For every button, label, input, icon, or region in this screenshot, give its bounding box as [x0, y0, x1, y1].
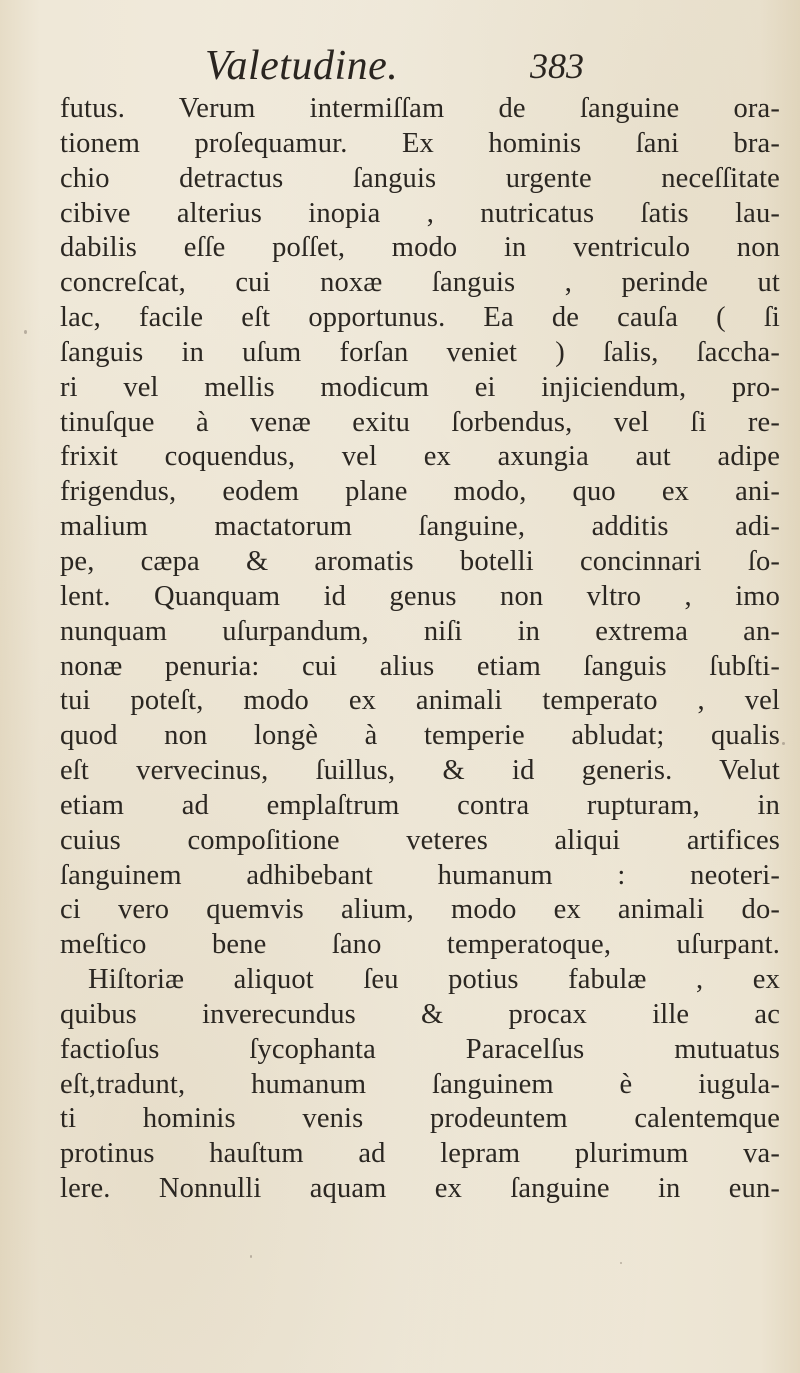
text-line: pe, cæpa & aromatis botelli concinnari ſo-: [60, 545, 780, 577]
text-line: frigendus, eodem plane modo, quo ex ani-: [60, 476, 780, 508]
body-text: [60, 92, 780, 1207]
text-line: tinuſque à venæ exitu ſorbendus, vel ſi re-: [60, 406, 780, 438]
text-line: malium mactatorum ſanguine, additis adi-: [60, 511, 780, 543]
text-line: eſt,tradunt, humanum ſanguinem è iugula-: [60, 1068, 780, 1100]
text-line: ti hominis venis prodeuntem calentemque: [60, 1103, 780, 1135]
paragraph-start-line: Hiſtoriæ aliquot ſeu potius fabulæ , ex: [88, 964, 780, 996]
text-line: frixit coquendus, vel ex axungia aut adipe: [60, 441, 780, 473]
text-line: lent. Quanquam id genus non vltro , imo: [60, 580, 780, 612]
text-line: lere. Nonnulli aquam ex ſanguine in eun-: [60, 1173, 780, 1205]
text-line: dabilis eſſe poſſet, modo in ventriculo non: [60, 232, 780, 264]
text-line: nonæ penuria: cui alius etiam ſanguis ſubſti-: [60, 650, 780, 682]
text-line: ri vel mellis modicum ei injiciendum, pro-: [60, 371, 780, 403]
text-line: concreſcat, cui noxæ ſanguis , perinde ut: [60, 267, 780, 299]
page-header: [0, 38, 800, 94]
text-line: cibive alterius inopia , nutricatus ſatis lau-: [60, 197, 780, 229]
text-line: lac, facile eſt opportunus. Ea de cauſa ( ſi: [60, 302, 780, 334]
text-line: ci vero quemvis alium, modo ex animali do-: [60, 894, 780, 926]
text-line: chio detractus ſanguis urgente neceſſitate: [60, 162, 780, 194]
text-line: tionem proſequamur. Ex hominis ſani bra-: [60, 127, 780, 159]
text-line: eſt vervecinus, ſuillus, & id generis. Velut: [60, 755, 780, 787]
text-line: quibus inverecundus & procax ille ac: [60, 998, 780, 1030]
text-line: futus. Verum intermiſſam de ſanguine ora-: [60, 93, 780, 124]
text-line: ſanguinem adhibebant humanum : neoteri-: [60, 859, 780, 891]
paper-speck: [24, 330, 27, 334]
paper-speck: [620, 1262, 622, 1264]
text-line: factioſus ſycophanta Paracelſus mutuatus: [60, 1033, 780, 1065]
text-line: etiam ad emplaſtrum contra rupturam, in: [60, 789, 780, 821]
text-line: quod non longè à temperie abludat; qualis: [60, 720, 780, 752]
page-number: 383: [530, 46, 584, 86]
running-title: Valetudine.: [205, 43, 399, 89]
text-line: nunquam uſurpandum, niſi in extrema an-: [60, 615, 780, 647]
paper-speck: [250, 1255, 252, 1258]
text-line: protinus hauſtum ad lepram plurimum va-: [60, 1138, 780, 1170]
paper-speck: [782, 742, 785, 745]
text-line: cuius compoſitione veteres aliqui artifices: [60, 824, 780, 856]
text-line: ſanguis in uſum forſan veniet ) ſalis, ſaccha-: [60, 336, 780, 368]
text-line: meſtico bene ſano temperatoque, uſurpant.: [60, 929, 780, 961]
text-line: tui poteſt, modo ex animali temperato , vel: [60, 685, 780, 717]
